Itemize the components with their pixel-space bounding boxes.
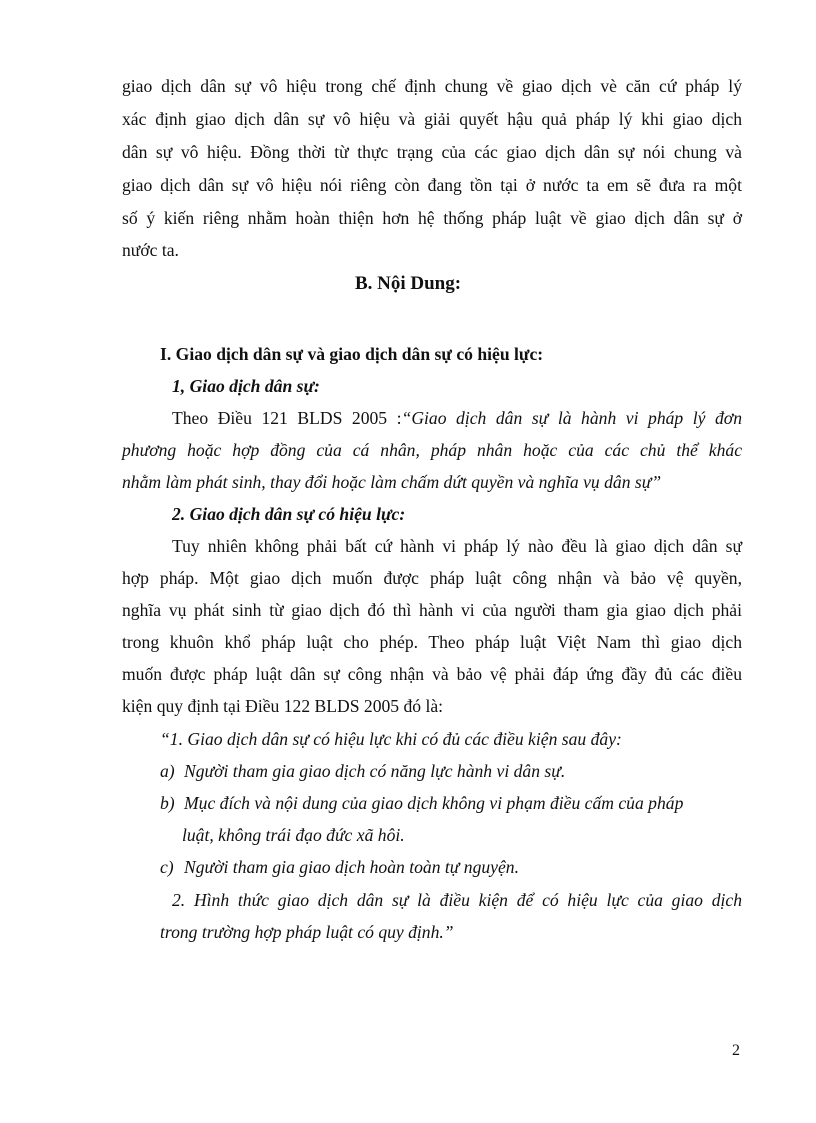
para-2-line-6: kiện quy định tại Điều 122 BLDS 2005 đó là: [122, 696, 444, 716]
quote-intro: “1. Giao dịch dân sự có hiệu lực khi có đủ các điều kiện sau đây: [160, 729, 622, 749]
condition-b-label: b) [160, 793, 175, 813]
quote-end-line-1: 2. Hình thức giao dịch dân sự là điều kiện để có hiệu lực của giao dịch [172, 890, 742, 910]
para-2-line-1: Tuy nhiên không phải bất cứ hành vi pháp lý nào đều là giao dịch dân sự [172, 536, 742, 556]
condition-c [160, 855, 742, 879]
subheading-2: 2. Giao dịch dân sự có hiệu lực: [172, 504, 406, 524]
condition-c-text: Người tham gia giao dịch hoàn toàn tự nguyện. [184, 857, 519, 877]
section-title: B. Nội Dung: [354, 273, 462, 294]
condition-a-label: a) [160, 761, 175, 781]
para-2-line-4: trong khuôn khổ pháp luật cho phép. Theo pháp luật Việt Nam thì giao dịch [122, 632, 742, 652]
intro-line-5: số ý kiến riêng nhằm hoàn thiện hơn hệ thống pháp luật về giao dịch dân sự ở [122, 208, 742, 228]
condition-a-text: Người tham gia giao dịch có năng lực hành vi dân sự. [184, 761, 566, 781]
para-1-quote-start: “Giao dịch dân sự là hành vi pháp lý đơn [401, 408, 742, 428]
para-1-line-3: nhằm làm phát sinh, thay đổi hoặc làm chấm dứt quyền và nghĩa vụ dân sự” [122, 472, 662, 492]
para-1-line-2: phương hoặc hợp đồng của cá nhân, pháp nhân hoặc của các chủ thể khác [122, 440, 742, 460]
intro-line-2: xác định giao dịch dân sự vô hiệu và giải quyết hậu quả pháp lý khi giao dịch [122, 109, 742, 129]
para-2-line-2: hợp pháp. Một giao dịch muốn được pháp luật công nhận và bảo vệ quyền, [122, 568, 742, 588]
para-2-line-5: muốn được pháp luật dân sự công nhận và bảo vệ phải đáp ứng đầy đủ các điều [122, 664, 742, 684]
condition-b-continued: luật, không trái đạo đức xã hôi. [182, 825, 405, 845]
page-number: 2 [732, 1042, 740, 1059]
intro-line-4: giao dịch dân sự vô hiệu nói riêng còn đang tồn tại ở nước ta em sẽ đưa ra một [122, 175, 742, 195]
subheading-1: 1, Giao dịch dân sự: [172, 376, 320, 396]
intro-line-3: dân sự vô hiệu. Đồng thời từ thực trạng của các giao dịch dân sự nói chung và [122, 142, 742, 162]
para-1-line-1 [172, 406, 742, 430]
intro-line-1: giao dịch dân sự vô hiệu trong chế định chung về giao dịch vè căn cứ pháp lý [122, 76, 742, 96]
condition-c-label: c) [160, 857, 174, 877]
quote-end-line-2: trong trường hợp pháp luật có quy định.” [160, 922, 454, 942]
para-1-lead: Theo Điều 121 BLDS 2005 : [172, 408, 402, 428]
intro-line-6: nước ta. [122, 240, 179, 260]
para-2-line-3: nghĩa vụ phát sinh từ giao dịch đó thì hành vi của người tham gia giao dịch phải [122, 600, 742, 620]
heading-1: I. Giao dịch dân sự và giao dịch dân sự có hiệu lực: [160, 344, 544, 364]
condition-b [160, 791, 742, 815]
condition-b-text: Mục đích và nội dung của giao dịch không vi phạm điều cấm của pháp [184, 793, 684, 813]
condition-a [160, 759, 742, 783]
